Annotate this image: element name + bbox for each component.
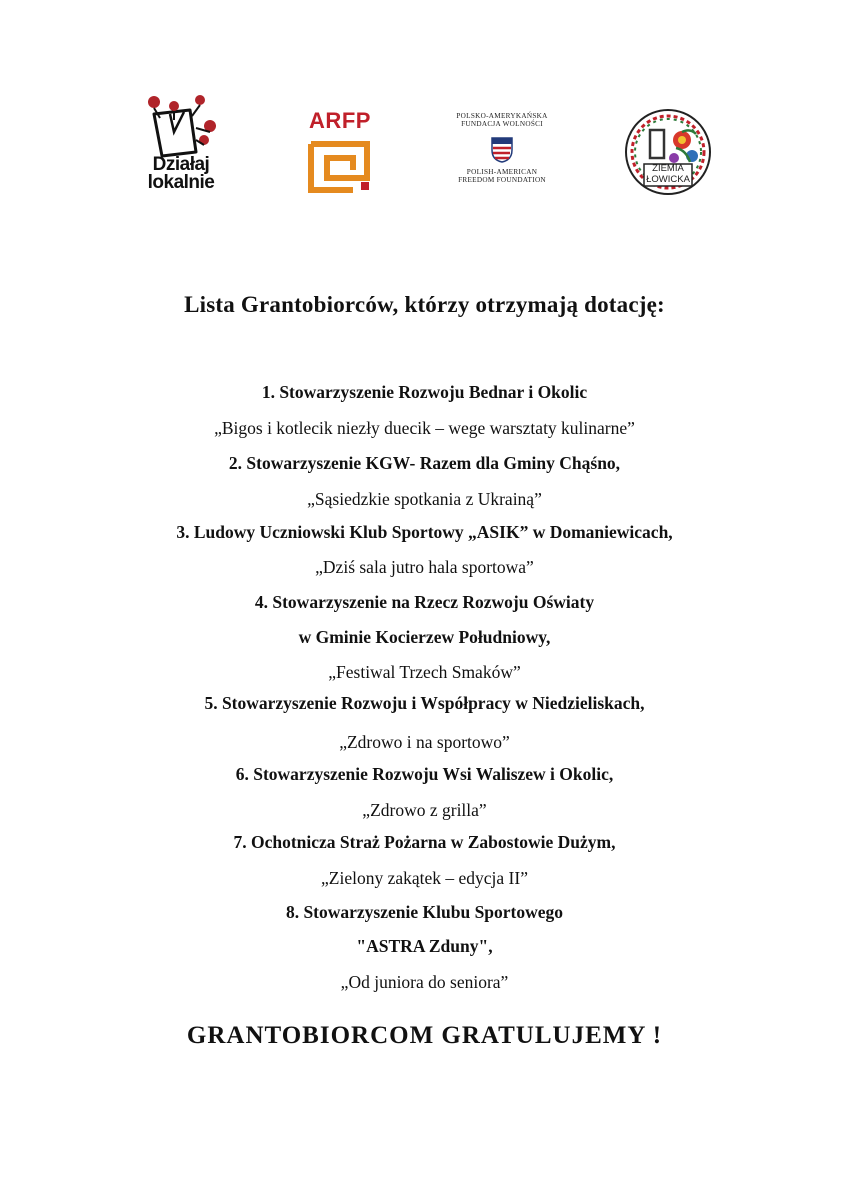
pafw-pl-line1: POLSKO-AMERYKAŃSKA bbox=[456, 112, 548, 120]
arfp-mark-icon bbox=[307, 140, 373, 194]
dzialaj-lokalnie-logo bbox=[140, 92, 222, 204]
ziemia-text: ZIEMIA bbox=[652, 163, 684, 174]
grantee-name: 6. Stowarzyszenie Rozwoju Wsi Waliszew i Okolic, bbox=[235, 764, 614, 784]
congratulations-footer: GRANTOBIORCOM GRATULUJEMY ! bbox=[186, 1022, 663, 1049]
grantee-name: "ASTRA Zduny", bbox=[356, 936, 493, 956]
list-heading: Lista Grantobiorców, którzy otrzymają dotację: bbox=[184, 292, 665, 317]
pafw-en-line1: POLISH-AMERICAN bbox=[466, 168, 538, 176]
lokalnie-text: lokalnie bbox=[147, 172, 215, 193]
project-title: „Bigos i kotlecik niezły duecik – wege warsztaty kulinarne” bbox=[214, 418, 635, 438]
grantee-name: 1. Stowarzyszenie Rozwoju Bednar i Okolic bbox=[261, 382, 588, 402]
project-title: „Zielony zakątek – edycja II” bbox=[321, 868, 528, 888]
pafw-logo bbox=[452, 112, 552, 192]
grantee-name: 4. Stowarzyszenie na Rzecz Rozwoju Oświaty bbox=[254, 592, 595, 612]
project-title: „Zdrowo i na sportowo” bbox=[339, 732, 510, 752]
flower-bag-icon bbox=[140, 92, 222, 162]
shield-flag-icon bbox=[488, 134, 516, 164]
project-title: „Sąsiedzkie spotkania z Ukrainą” bbox=[307, 489, 542, 509]
lowicka-text: ŁOWICKA bbox=[646, 173, 690, 185]
grantee-name: 8. Stowarzyszenie Klubu Sportowego bbox=[285, 902, 564, 922]
project-title: „Zdrowo z grilla” bbox=[362, 800, 487, 820]
grantee-name: w Gminie Kocierzew Południowy, bbox=[298, 627, 551, 647]
pafw-en-line2: FREEDOM FOUNDATION bbox=[458, 176, 546, 184]
grantee-name: 7. Ochotnicza Straż Pożarna w Zabostowie Dużym, bbox=[233, 832, 616, 852]
project-title: „Festiwal Trzech Smaków” bbox=[328, 662, 521, 682]
project-title: „Dziś sala jutro hala sportowa” bbox=[315, 557, 534, 577]
grantee-name: 5. Stowarzyszenie Rozwoju i Współpracy w Niedzieliskach, bbox=[204, 693, 645, 713]
project-title: „Od juniora do seniora” bbox=[340, 972, 509, 992]
arfp-logo bbox=[300, 108, 380, 194]
ziemia-lowicka-logo bbox=[620, 106, 720, 198]
dzialaj-text: Działaj bbox=[152, 154, 210, 175]
arfp-text: ARFP bbox=[309, 108, 371, 133]
grantee-name: 3. Ludowy Uczniowski Klub Sportowy „ASIK” w Domaniewicach, bbox=[176, 522, 673, 542]
pafw-pl-line2: FUNDACJA WOLNOŚCI bbox=[461, 120, 543, 128]
grantee-name: 2. Stowarzyszenie KGW- Razem dla Gminy Chąśno, bbox=[228, 453, 621, 473]
